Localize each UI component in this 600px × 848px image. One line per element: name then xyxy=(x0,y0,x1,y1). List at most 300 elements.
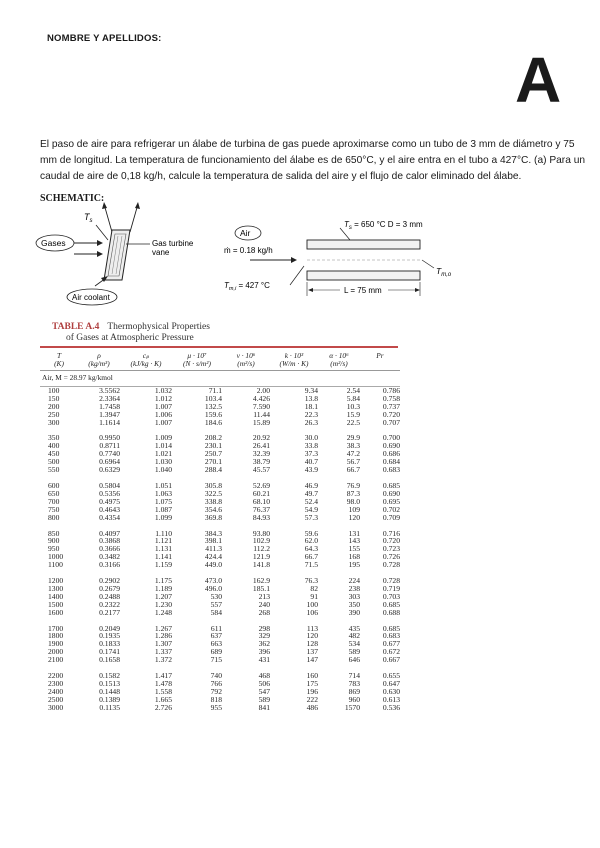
table-cell: 175 xyxy=(306,679,318,688)
table-cell: 0.683 xyxy=(382,465,400,475)
table-cell: 1.286 xyxy=(154,631,172,641)
column-header-unit xyxy=(360,360,400,371)
table-cell: 1.417 xyxy=(154,671,172,681)
table-cell: 0.647 xyxy=(382,679,400,688)
table-cell: 0.613 xyxy=(382,694,400,704)
table-cell: 1.267 xyxy=(154,623,172,633)
table-cell: 0.667 xyxy=(382,655,400,665)
ts-right-label: $T_s = 650$ °C D = 3 mm xyxy=(344,220,423,231)
table-cell: 818 xyxy=(210,694,222,704)
table-cell: 500 xyxy=(48,457,60,467)
table-cell: 0.688 xyxy=(382,607,400,617)
table-cell: 76.3 xyxy=(304,576,318,586)
table-cell: 2.54 xyxy=(346,385,360,395)
table-cell: 49.7 xyxy=(304,488,318,498)
table-cell: 0.683 xyxy=(382,631,400,641)
table-cell: 1400 xyxy=(48,591,64,601)
table-row xyxy=(40,704,400,712)
table-cell: 26.3 xyxy=(304,417,318,427)
column-header-symbol: ν · 10⁶ xyxy=(236,351,256,360)
table-cell: 7.590 xyxy=(252,401,270,411)
table-cell: 18.1 xyxy=(304,401,318,411)
table-cell: 1.099 xyxy=(154,512,172,522)
table-cell: 160 xyxy=(306,671,318,681)
column-header-unit: (kJ/kg · K) xyxy=(120,360,172,371)
table-cell: 0.690 xyxy=(382,441,400,451)
table-cell: 473.0 xyxy=(204,576,222,586)
table-cell: 0.2902 xyxy=(99,576,120,586)
table-cell: 506 xyxy=(258,679,270,688)
table-cell: 547 xyxy=(258,686,270,696)
table-cell: 162.9 xyxy=(252,576,270,586)
table-cell: 900 xyxy=(48,536,60,546)
table-cell: 650 xyxy=(48,488,60,498)
table-cell: 2200 xyxy=(48,671,64,681)
table-row xyxy=(40,514,400,522)
column-header-symbol: cₚ xyxy=(142,351,150,360)
table-cell: 38.3 xyxy=(346,441,360,451)
table-cell: 792 xyxy=(210,686,222,696)
table-cell: 0.685 xyxy=(382,623,400,633)
table-cell: 2400 xyxy=(48,686,64,696)
table-cell: 57.3 xyxy=(304,512,318,522)
table-cell: 955 xyxy=(210,702,222,712)
table-cell: 66.7 xyxy=(346,465,360,475)
table-cell: 1.110 xyxy=(155,528,172,538)
table-cell: 482 xyxy=(348,631,360,641)
table-cell: 147 xyxy=(306,655,318,665)
table-cell: 1900 xyxy=(48,639,64,649)
table-cell: 76.37 xyxy=(252,504,270,514)
table-cell: 0.536 xyxy=(382,702,400,712)
table-cell: 68.10 xyxy=(252,496,270,506)
table-cell: 84.93 xyxy=(252,512,270,522)
arrowhead xyxy=(308,288,313,292)
table-cell: 0.3166 xyxy=(99,560,120,570)
table-cell: 2.3364 xyxy=(99,393,120,403)
table-cell: 740 xyxy=(210,671,222,681)
table-cell: 486 xyxy=(306,702,318,712)
table-cell: 0.3666 xyxy=(99,544,120,554)
table-cell: 185.1 xyxy=(252,583,270,593)
table-cell: 71.5 xyxy=(304,560,318,570)
column-header-unit: (m²/s) xyxy=(318,360,360,371)
arrowhead xyxy=(97,240,103,246)
column-header-symbol: k · 10³ xyxy=(284,351,304,360)
turbine-vane-drawing xyxy=(36,202,194,305)
table-cell: 300 xyxy=(48,417,60,427)
table-cell: 0.726 xyxy=(382,552,400,562)
table-cell: 0.3868 xyxy=(99,536,120,546)
table-cell: 141.8 xyxy=(252,560,270,570)
table-cell: 0.1448 xyxy=(99,686,120,696)
table-row xyxy=(40,609,400,617)
table-cell: 1.032 xyxy=(154,385,172,395)
table-cell: 1.3947 xyxy=(99,409,120,419)
table-cell: 783 xyxy=(348,679,360,688)
table-cell: 424.4 xyxy=(204,552,222,562)
table-cell: 82 xyxy=(310,583,318,593)
table-cell: 1.372 xyxy=(154,655,172,665)
table-cell: 1570 xyxy=(344,702,360,712)
table-cell: 29.9 xyxy=(346,433,360,443)
table-cell: 0.3482 xyxy=(99,552,120,562)
table-cell: 13.8 xyxy=(304,393,318,403)
table-cell: 0.7740 xyxy=(99,449,120,459)
tmo-label: $T_{m,o}$ xyxy=(436,266,452,278)
table-cell: 0.5804 xyxy=(99,480,120,490)
table-cell: 689 xyxy=(210,647,222,657)
table-cell: 137 xyxy=(306,647,318,657)
ts-left-pointer xyxy=(96,225,108,240)
table-cell: 338.8 xyxy=(204,496,222,506)
column-header-unit: (W/m · K) xyxy=(270,360,318,371)
table-cell: 750 xyxy=(48,504,60,514)
table-caption-line1: Thermophysical Properties xyxy=(107,322,210,332)
column-header-symbol: α · 10⁶ xyxy=(329,351,349,360)
table-cell: 222 xyxy=(306,694,318,704)
table-cell: 600 xyxy=(48,480,60,490)
table-cell: 52.4 xyxy=(304,496,318,506)
column-header-symbol: T xyxy=(56,351,62,360)
table-cell: 26.41 xyxy=(252,441,270,451)
table-cell: 2.00 xyxy=(256,385,270,395)
table-cell: 0.686 xyxy=(382,449,400,459)
table-cell: 268 xyxy=(258,607,270,617)
table-cell: 0.1389 xyxy=(99,694,120,704)
table-cell: 1.131 xyxy=(154,544,172,554)
table-cell: 3.5562 xyxy=(99,385,120,395)
table-cell: 0.2488 xyxy=(99,591,120,601)
table-cell: 1.009 xyxy=(154,433,172,443)
column-header-unit: (K) xyxy=(40,360,78,371)
table-cell: 1.051 xyxy=(154,480,172,490)
table-cell: 1.121 xyxy=(154,536,172,546)
table-cell: 1.014 xyxy=(154,441,172,451)
table-cell: 550 xyxy=(48,465,60,475)
table-cell: 534 xyxy=(348,639,360,649)
table-cell: 1.7458 xyxy=(99,401,120,411)
table-cell: 0.723 xyxy=(382,544,400,554)
column-header-symbol: μ · 10⁷ xyxy=(187,351,207,360)
table-cell: 530 xyxy=(210,591,222,601)
table-cell: 850 xyxy=(48,528,60,538)
table-cell: 584 xyxy=(210,607,222,617)
tmi-pointer xyxy=(290,266,304,285)
table-cell: 0.2049 xyxy=(99,623,120,633)
table-cell: 22.3 xyxy=(304,409,318,419)
table-cell: 66.7 xyxy=(304,552,318,562)
table-cell: 322.5 xyxy=(204,488,222,498)
table-cell: 0.2679 xyxy=(99,583,120,593)
table-cell: 1000 xyxy=(48,552,64,562)
table-cell: 168 xyxy=(348,552,360,562)
table-cell: 93.80 xyxy=(252,528,270,538)
table-cell: 0.690 xyxy=(382,488,400,498)
table-cell: 431 xyxy=(258,655,270,665)
table-cell: 398.1 xyxy=(204,536,222,546)
table-cell: 224 xyxy=(348,576,360,586)
table-cell: 0.685 xyxy=(382,480,400,490)
table-cell: 159.6 xyxy=(204,409,222,419)
length-label: L = 75 mm xyxy=(344,286,382,295)
table-cell: 1.012 xyxy=(154,393,172,403)
table-cell: 250 xyxy=(48,409,60,419)
table-cell: 120 xyxy=(306,631,318,641)
cooling-tube-drawing xyxy=(224,220,452,296)
arrowhead xyxy=(415,288,420,292)
table-cell: 30.0 xyxy=(304,433,318,443)
table-cell: 0.5356 xyxy=(99,488,120,498)
table-cell: 3000 xyxy=(48,702,64,712)
table-cell: 131 xyxy=(348,528,360,538)
table-cell: 288.4 xyxy=(204,465,222,475)
table-cell: 0.1135 xyxy=(99,702,120,712)
table-cell: 46.9 xyxy=(304,480,318,490)
table-cell: 0.700 xyxy=(382,433,400,443)
table-cell: 155 xyxy=(348,544,360,554)
table-cell: 0.6964 xyxy=(99,457,120,467)
table-cell: 1.307 xyxy=(154,639,172,649)
table-cell: 411.3 xyxy=(205,544,222,554)
table-cell: 0.1658 xyxy=(99,655,120,665)
tube-wall-top xyxy=(307,240,420,249)
table-cell: 1.007 xyxy=(154,401,172,411)
table-cell: 60.21 xyxy=(252,488,270,498)
table-top-rule xyxy=(40,346,398,348)
table-cell: 0.1833 xyxy=(99,639,120,649)
table-cell: 1500 xyxy=(48,599,64,609)
vane-label-1: Gas turbine xyxy=(152,239,194,248)
table-cell: 9.34 xyxy=(304,385,318,395)
arrowhead xyxy=(291,257,297,263)
table-cell: 0.1741 xyxy=(99,647,120,657)
table-cell: 1.665 xyxy=(154,694,172,704)
table-cell: 71.1 xyxy=(208,385,222,395)
table-cell: 841 xyxy=(258,702,270,712)
table-cell: 468 xyxy=(258,671,270,681)
table-cell: 208.2 xyxy=(204,433,222,443)
gases-label: Gases xyxy=(41,238,66,248)
table-cell: 98.0 xyxy=(346,496,360,506)
table-cell: 1.248 xyxy=(154,607,172,617)
table-cell: 950 xyxy=(48,544,60,554)
table-cell: 33.8 xyxy=(304,441,318,451)
table-cell: 0.4975 xyxy=(99,496,120,506)
table-cell: 238 xyxy=(348,583,360,593)
table-cell: 354.6 xyxy=(204,504,222,514)
table-cell: 195 xyxy=(348,560,360,570)
table-cell: 800 xyxy=(48,512,60,522)
table-cell: 1.478 xyxy=(154,679,172,688)
table-cell: 0.8711 xyxy=(99,441,120,451)
table-cell: 184.6 xyxy=(204,417,222,427)
table-cell: 87.3 xyxy=(346,488,360,498)
table-cell: 0.720 xyxy=(382,536,400,546)
table-row xyxy=(40,419,400,427)
table-cell: 0.1935 xyxy=(99,631,120,641)
column-header-symbol: Pr xyxy=(376,351,384,360)
table-cell: 200 xyxy=(48,401,60,411)
table-cell: 109 xyxy=(348,504,360,514)
table-cell: 2100 xyxy=(48,655,64,665)
table-cell: 0.709 xyxy=(382,512,400,522)
table-caption-line2: of Gases at Atmospheric Pressure xyxy=(66,333,194,343)
schematic-title: SCHEMATIC: xyxy=(40,193,105,204)
table-cell: 47.2 xyxy=(346,449,360,459)
table-cell: 0.703 xyxy=(382,591,400,601)
table-cell: 362 xyxy=(258,639,270,649)
table-cell: 100 xyxy=(306,599,318,609)
table-cell: 1.040 xyxy=(154,465,172,475)
table-cell: 103.4 xyxy=(204,393,222,403)
table-row xyxy=(40,656,400,664)
air-coolant-label: Air coolant xyxy=(72,293,110,302)
table-row xyxy=(40,561,400,569)
table-cell: 0.1582 xyxy=(99,671,120,681)
table-cell: 64.3 xyxy=(304,544,318,554)
table-cell: 91 xyxy=(310,591,318,601)
table-cell: 663 xyxy=(210,639,222,649)
table-cell: 1600 xyxy=(48,607,64,617)
table-cell: 2500 xyxy=(48,694,64,704)
mass-flow-label: ṁ = 0.18 kg/h xyxy=(224,246,273,255)
table-cell: 350 xyxy=(48,433,60,443)
tmi-label: $T_{m,i} = 427$ °C xyxy=(224,281,270,292)
table-cell: 700 xyxy=(48,496,60,506)
table-cell: 113 xyxy=(306,623,318,633)
table-cell: 0.655 xyxy=(382,671,400,681)
table-cell: 1.087 xyxy=(154,504,172,514)
air-label: Air xyxy=(240,228,251,238)
column-header-unit: (N · s/m²) xyxy=(172,360,222,371)
table-cell: 0.4097 xyxy=(99,528,120,538)
table-cell: 45.57 xyxy=(252,465,270,475)
table-cell: 52.69 xyxy=(252,480,270,490)
table-cell: 450 xyxy=(48,449,60,459)
table-cell: 132.5 xyxy=(204,401,222,411)
table-cell: 449.0 xyxy=(204,560,222,570)
table-cell: 0.758 xyxy=(382,393,400,403)
properties-table xyxy=(40,352,400,712)
table-cell: 106 xyxy=(306,607,318,617)
table-cell: 714 xyxy=(348,671,360,681)
table-cell: 329 xyxy=(258,631,270,641)
table-cell: 143 xyxy=(348,536,360,546)
ts-left-label: $T_s$ xyxy=(84,212,93,224)
table-cell: 589 xyxy=(348,647,360,657)
table-cell: 400 xyxy=(48,441,60,451)
schematic-diagram xyxy=(0,200,600,320)
table-cell: 1.159 xyxy=(154,560,172,570)
table-cell: 54.9 xyxy=(304,504,318,514)
table-cell: 40.7 xyxy=(304,457,318,467)
table-cell: 5.84 xyxy=(346,393,360,403)
table-cell: 1.558 xyxy=(154,686,172,696)
table-cell: 0.2322 xyxy=(99,599,120,609)
table-cell: 0.716 xyxy=(382,528,400,538)
table-cell: 120 xyxy=(348,512,360,522)
tube-wall-bottom xyxy=(307,271,420,280)
table-cell: 0.737 xyxy=(382,401,400,411)
table-cell: 196 xyxy=(306,686,318,696)
table-row xyxy=(40,466,400,474)
table-cell: 0.1513 xyxy=(99,679,120,688)
table-cell: 0.4354 xyxy=(99,512,120,522)
table-cell: 305.8 xyxy=(204,480,222,490)
table-cell: 121.9 xyxy=(252,552,270,562)
table-cell: 32.39 xyxy=(252,449,270,459)
arrowhead xyxy=(135,202,140,209)
table-cell: 1.021 xyxy=(154,449,172,459)
table-cell: 369.8 xyxy=(204,512,222,522)
table-cell: 0.707 xyxy=(382,417,400,427)
tmo-pointer xyxy=(422,260,434,268)
table-cell: 1800 xyxy=(48,631,64,641)
table-caption xyxy=(52,322,210,344)
table-cell: 611 xyxy=(210,623,222,633)
table-cell: 0.672 xyxy=(382,647,400,657)
table-cell: 250.7 xyxy=(204,449,222,459)
table-cell: 0.630 xyxy=(382,686,400,696)
table-cell: 303 xyxy=(348,591,360,601)
table-number: TABLE A.4 xyxy=(52,322,100,332)
table-cell: 0.695 xyxy=(382,496,400,506)
table-cell: 0.4643 xyxy=(99,504,120,514)
table-cell: 2.726 xyxy=(154,702,172,712)
table-cell: 1.141 xyxy=(154,552,172,562)
table-cell: 766 xyxy=(210,679,222,688)
table-cell: 22.5 xyxy=(346,417,360,427)
table-cell: 43.9 xyxy=(304,465,318,475)
table-cell: 0.677 xyxy=(382,639,400,649)
table-cell: 128 xyxy=(306,639,318,649)
problem-statement: El paso de aire para refrigerar un álabe de turbina de gas puede aproximarse como un tubo de 3 mm de diámetro y 75 mm de longitud. La temperatura de funcionamiento del álabe es de 650°C, y el aire entra en el tubo a 427°C. (a) Para un caudal de aire de 0,18 kg/h, calcule la temperatura de salida del aire y el flujo de calor eliminado del álabe. xyxy=(40,139,586,182)
name-label: NOMBRE Y APELLIDOS: xyxy=(47,33,162,44)
table-cell: 396 xyxy=(258,647,270,657)
table-cell: 1300 xyxy=(48,583,64,593)
table-cell: 869 xyxy=(348,686,360,696)
vane-label-2: vane xyxy=(152,248,170,257)
table-cell: 589 xyxy=(258,694,270,704)
table-cell: 960 xyxy=(348,694,360,704)
table-cell: 270.1 xyxy=(204,457,222,467)
table-cell: 213 xyxy=(258,591,270,601)
table-cell: 112.2 xyxy=(253,544,270,554)
table-cell: 150 xyxy=(48,393,60,403)
table-cell: 0.9950 xyxy=(99,433,120,443)
table-cell: 76.9 xyxy=(346,480,360,490)
exam-version-letter: A xyxy=(515,44,562,116)
table-cell: 0.2177 xyxy=(99,607,120,617)
table-cell: 390 xyxy=(348,607,360,617)
table-cell: 0.728 xyxy=(382,560,400,570)
table-cell: 637 xyxy=(210,631,222,641)
table-cell: 2000 xyxy=(48,647,64,657)
table-cell: 62.0 xyxy=(304,536,318,546)
table-cell: 557 xyxy=(210,599,222,609)
table-cell: 15.9 xyxy=(346,409,360,419)
table-cell: 20.92 xyxy=(252,433,270,443)
table-cell: 2300 xyxy=(48,679,64,688)
table-cell: 0.719 xyxy=(382,583,400,593)
table-cell: 715 xyxy=(210,655,222,665)
table-cell: 38.79 xyxy=(252,457,270,467)
table-cell: 0.702 xyxy=(382,504,400,514)
table-cell: 0.720 xyxy=(382,409,400,419)
table-cell: 37.3 xyxy=(304,449,318,459)
table-cell: 100 xyxy=(48,385,60,395)
